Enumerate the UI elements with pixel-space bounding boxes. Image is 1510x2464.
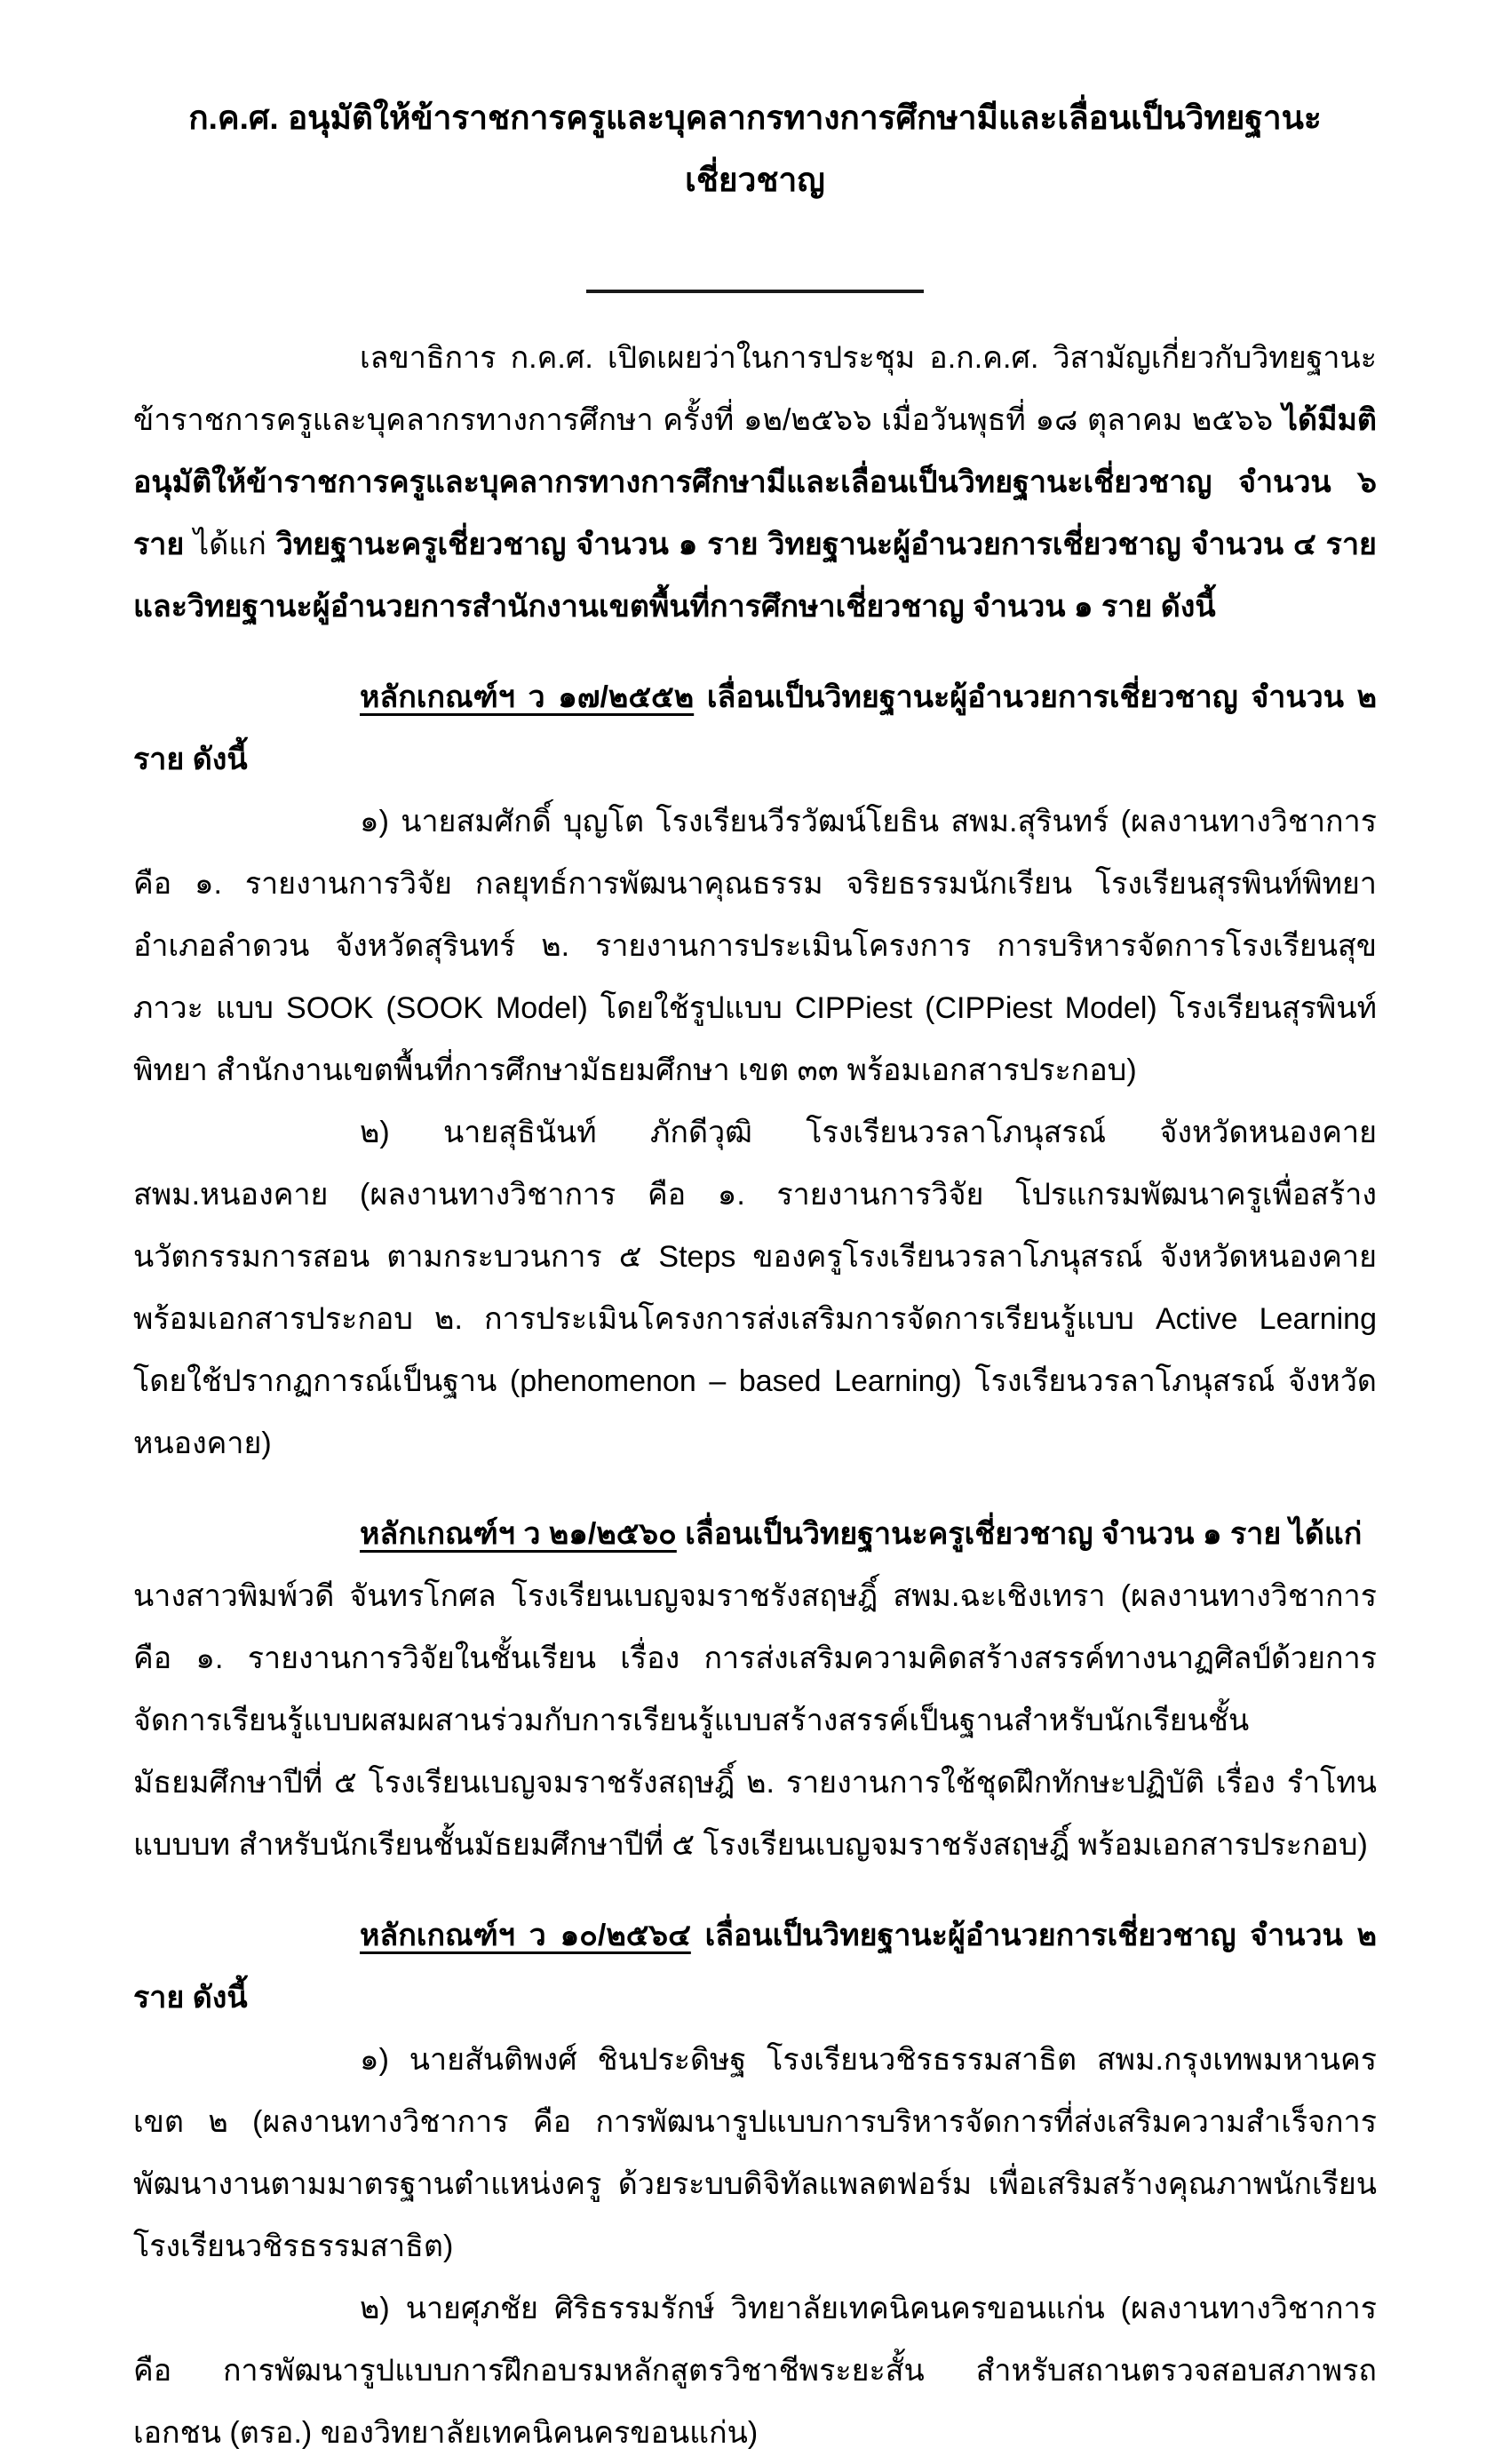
section-heading-w17-2552 [133, 666, 1377, 791]
section-heading-w10-2564 [133, 1904, 1377, 2029]
intro-paragraph [133, 327, 1377, 638]
list-item: นางสาวพิมพ์วดี จันทรโกศล โรงเรียนเบญจมราชรังสฤษฎิ์ สพม.ฉะเชิงเทรา (ผลงานทางวิชาการ คือ ๑. รายงานการวิจัยในชั้นเรียน เรื่อง การส่งเสริมความคิดสร้างสรรค์ทางนาฏศิลป์ด้วยการจัดการเรียนรู้แบบผสมผสานร่วมกับการเรียนรู้แบบสร้างสรรค์เป็นฐานสำหรับนักเรียนชั้นมัธยมศึกษาปีที่ ๕ โรงเรียนเบญจมราชรังสฤษฎิ์ ๒. รายงานการใช้ชุดฝึกทักษะปฏิบัติ เรื่อง รำโทนแบบบท สำหรับนักเรียนชั้นมัธยมศึกษาปีที่ ๕ โรงเรียนเบญจมราชรังสฤษฎิ์ พร้อมเอกสารประกอบ) [133, 1579, 1377, 1862]
list-item: ๒) นายศุภชัย ศิริธรรมรักษ์ วิทยาลัยเทคนิคนครขอนแก่น (ผลงานทางวิชาการ คือ การพัฒนารูปแบบการฝึกอบรมหลักสูตรวิชาชีพระยะสั้น สำหรับสถานตรวจสอบสภาพรถเอกชน (ตรอ.) ของวิทยาลัยเทคนิคนครขอนแก่น) [133, 2292, 1377, 2450]
list-item: ๑) นายสันติพงศ์ ชินประดิษฐ โรงเรียนวชิรธรรมสาธิต สพม.กรุงเทพมหานคร เขต ๒ (ผลงานทางวิชาการ คือ การพัฒนารูปแบบการบริหารจัดการที่ส่งเสริมความสำเร็จการพัฒนางานตามมาตรฐานตำแหน่งครู ด้วยระบบดิจิทัลแพลตฟอร์ม เพื่อเสริมสร้างคุณภาพนักเรียน โรงเรียนวชิรธรรมสาธิต) [133, 2043, 1377, 2263]
list-item: ๒) นายสุธินันท์ ภักดีวุฒิ โรงเรียนวรลาโภนุสรณ์ จังหวัดหนองคาย สพม.หนองคาย (ผลงานทางวิชาการ คือ ๑. รายงานการวิจัย โปรแกรมพัฒนาครูเพื่อสร้างนวัตกรรมการสอน ตามกระบวนการ ๕ Steps ของครูโรงเรียนวรลาโภนุสรณ์ จังหวัดหนองคาย พร้อมเอกสารประกอบ ๒. การประเมินโครงการส่งเสริมการจัดการเรียนรู้แบบ Active Learning โดยใช้ปรากฏการณ์เป็นฐาน (phenomenon – based Learning) โรงเรียนวรลาโภนุสรณ์ จังหวัดหนองคาย) [133, 1116, 1377, 1460]
intro-text-regular-1: เลขาธิการ ก.ค.ศ. เปิดเผยว่าในการประชุม อ.ก.ค.ศ. วิสามัญเกี่ยวกับวิทยฐานะข้าราชการครูและบุคลากรทางการศึกษา ครั้งที่ ๑๒/๒๕๖๖ เมื่อวันพุธที่ ๑๘ ตุลาคม ๒๕๖๖ [133, 341, 1377, 437]
section-heading-code: หลักเกณฑ์ฯ ว ๑๗/๒๕๕๒ [360, 680, 695, 714]
section-heading-rest: เลื่อนเป็นวิทยฐานะผู้อำนวยการเชี่ยวชาญ จำนวน ๒ ราย ดังนี้ [133, 680, 1378, 776]
list-item: ๑) นายสมศักดิ์ บุญโต โรงเรียนวีรวัฒน์โยธิน สพม.สุรินทร์ (ผลงานทางวิชาการ คือ ๑. รายงานการวิจัย กลยุทธ์การพัฒนาคุณธรรม จริยธรรมนักเรียน โรงเรียนสุรพินท์พิทยา อำเภอลำดวน จังหวัดสุรินทร์ ๒. รายงานการประเมินโครงการ การบริหารจัดการโรงเรียนสุขภาวะ แบบ SOOK (SOOK Model) โดยใช้รูปแบบ CIPPiest (CIPPiest Model) โรงเรียนสุรพินท์พิทยา สำนักงานเขตพื้นที่การศึกษามัธยมศึกษา เขต ๓๓ พร้อมเอกสารประกอบ) [133, 805, 1377, 1087]
section-heading-code: หลักเกณฑ์ฯ ว ๒๑/๒๕๖๐ [360, 1517, 677, 1551]
section-heading-code: หลักเกณฑ์ฯ ว ๑๐/๒๕๖๔ [360, 1919, 691, 1952]
page-title: ก.ค.ศ. อนุมัติให้ข้าราชการครูและบุคลากรทางการศึกษามีและเลื่อนเป็นวิทยฐานะเชี่ยวชาญ [188, 99, 1322, 198]
intro-text-regular-2: ได้แก่ [194, 528, 276, 561]
section-heading-rest: เลื่อนเป็นวิทยฐานะครูเชี่ยวชาญ จำนวน ๑ ราย ได้แก่ [676, 1517, 1363, 1551]
section-heading-w21-2560 [133, 1503, 1377, 1565]
title-separator-rule [586, 290, 924, 293]
section-heading-rest: เลื่อนเป็นวิทยฐานะผู้อำนวยการเชี่ยวชาญ จำนวน ๒ ราย ดังนี้ [133, 1919, 1377, 2015]
intro-text-bold-1: ได้มีมติอนุมัติให้ข้าราชการครูและบุคลากรทางการศึกษามีและเลื่อนเป็นวิทยฐานะเชี่ยวชาญ จำนวน ๖ ราย [133, 403, 1377, 561]
intro-text-bold-2: วิทยฐานะครูเชี่ยวชาญ จำนวน ๑ ราย วิทยฐานะผู้อำนวยการเชี่ยวชาญ จำนวน ๔ ราย และวิทยฐานะผู้อำนวยการสำนักงานเขตพื้นที่การศึกษาเชี่ยวชาญ จำนวน ๑ ราย ดังนี้ [133, 528, 1377, 624]
